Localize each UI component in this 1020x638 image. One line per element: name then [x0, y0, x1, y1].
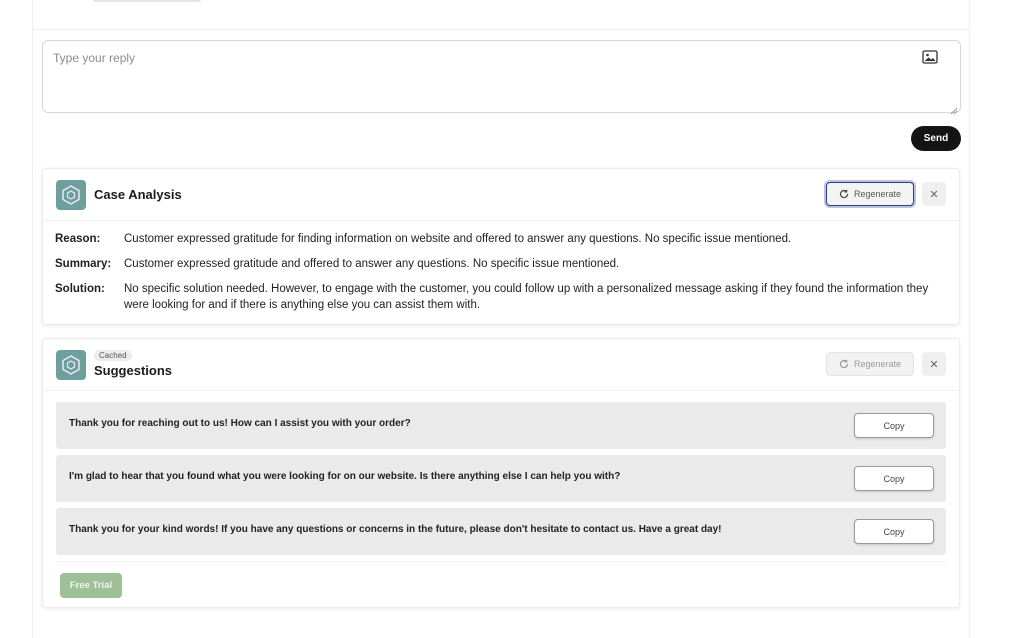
analysis-label: Summary: [55, 258, 112, 270]
suggestion-text: Thank you for reaching out to us! How can I assist you with your order? [69, 418, 411, 429]
case-analysis-header [43, 169, 959, 221]
suggestions-close-button[interactable] [922, 352, 946, 376]
suggestions-header [43, 339, 959, 391]
suggestion-item [56, 508, 946, 555]
copy-button[interactable]: Copy [854, 413, 934, 438]
hexagon-logo-icon [56, 350, 86, 380]
refresh-icon [839, 189, 849, 199]
send-button[interactable]: Send [911, 126, 961, 151]
hexagon-logo-icon [56, 180, 86, 210]
regenerate-label: Regenerate [853, 359, 902, 369]
suggestion-item [56, 402, 946, 449]
suggestion-item [56, 455, 946, 502]
case-analysis-body [43, 221, 959, 313]
close-icon: ✕ [929, 358, 939, 371]
divider [56, 561, 946, 562]
suggestions-regenerate-button[interactable] [826, 352, 914, 376]
copy-button[interactable]: Copy [854, 519, 934, 544]
suggestion-text: I'm glad to hear that you found what you were looking for on our website. Is there anything else I can help you with? [69, 471, 621, 482]
copy-button[interactable]: Copy [854, 466, 934, 491]
resize-grip-icon[interactable] [950, 102, 958, 110]
analysis-row-solution [55, 281, 947, 313]
free-trial-button[interactable]: Free Trial [60, 573, 122, 598]
case-analysis-close-button[interactable] [922, 182, 946, 206]
case-analysis-title: Case Analysis [94, 187, 182, 202]
suggestions-card [42, 338, 960, 608]
suggestion-text: Thank you for your kind words! If you have any questions or concerns in the future, please don't hesitate to contact us. Have a great day! [69, 524, 722, 535]
analysis-label: Solution: [55, 283, 105, 295]
previous-message-stub [92, 0, 202, 2]
reply-box [42, 40, 961, 113]
close-icon: ✕ [929, 188, 939, 201]
case-analysis-regenerate-button[interactable] [826, 182, 914, 206]
previous-message-strip [32, 0, 970, 30]
suggestions-title: Suggestions [94, 363, 173, 378]
cached-badge: Cached [94, 350, 132, 361]
analysis-value: Customer expressed gratitude and offered to answer any questions. No specific issue mentioned. [124, 258, 620, 270]
suggestion-list [43, 391, 959, 562]
analysis-value: Customer expressed gratitude for finding information on website and offered to answer any questions. No specific issue mentioned. [124, 233, 792, 245]
image-icon[interactable] [922, 50, 938, 64]
analysis-value: No specific solution needed. However, to engage with the customer, you could follow up with a personalized message asking if they found the information they were looking for and if there is anything else you can assist them with. [124, 283, 929, 311]
analysis-label: Reason: [55, 233, 101, 245]
analysis-row-reason [55, 231, 947, 247]
reply-input[interactable] [43, 41, 960, 112]
analysis-row-summary [55, 256, 947, 272]
regenerate-label: Regenerate [853, 189, 902, 199]
refresh-icon [839, 359, 849, 369]
case-analysis-card [42, 168, 960, 325]
